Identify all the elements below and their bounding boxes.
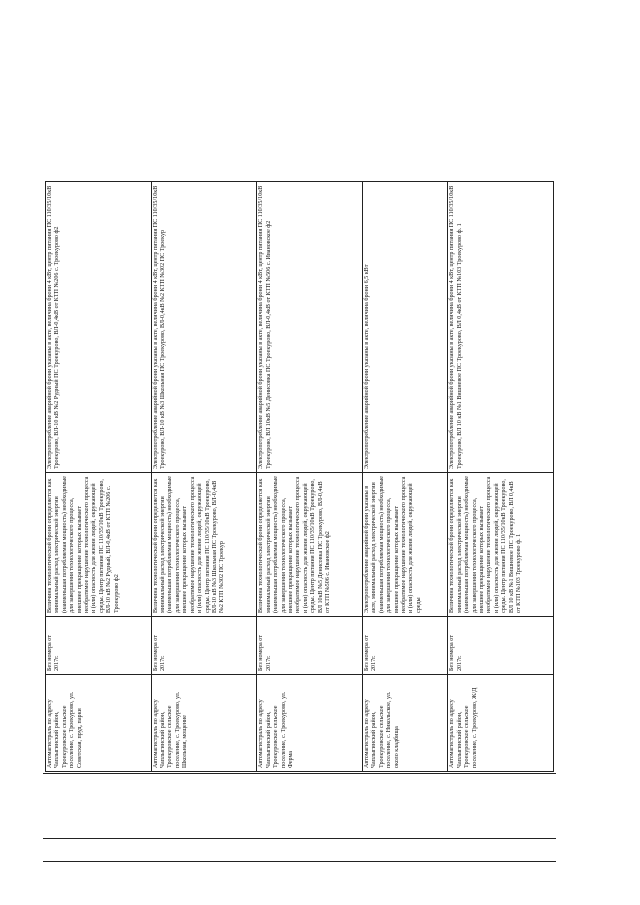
table-row	[151, 182, 257, 772]
value-cell: Электропотребление аварийной брони указаны в акте, величина брони 4 кВт, центр питания ПС 110/35/10кВ Троекурово, ВЛ 10кВ №5 Денисовка ПС Троекурово, ВЛ-0,4кВ от КТП №506 с. Ивановское ф2	[257, 182, 363, 473]
table-row	[448, 182, 554, 772]
value-cell: Электропотребление аварийной брони указаны в акте, величина брони 6,5 кВт	[362, 182, 447, 473]
number-cell: Без номера от 2017г.	[257, 617, 363, 675]
table-row	[362, 182, 447, 772]
consumer-table	[45, 181, 554, 772]
value-cell: Электропотребление аварийной брони указаны в акте, величина брони 4 кВт, центр питания ПС 110/35/10кВ Троекурово, ВЛ-10 кВ №3 Школьная ПС Троекурово, ВЛ-0,4кВ №2 КТП №302 ПС Троекур	[151, 182, 257, 473]
rotated-table	[45, 182, 554, 772]
object-cell: Автомагистраль по адресу Чаплыгинский район, Троекуровское сельское поселение, с. Троекурово, ул. Ферма	[257, 675, 363, 772]
criterion-cell: Величина технологической брони определяется как минимальный расход электрической энергии (наименьшая потребляемая мощность) необходимые для завершения технологического процесса, внешнее прекращение которых вызывает необратимое нарушение технологического процесса и (или) опасность для жизни людей, окружающей среды. Центр питания ПС 110/35/10кВ Троекурово, ВЛ 10кВ №5 Денисовка ПС Троекурово, ВЛ-0,4кВ от КТП №506 с. Ивановское ф2	[257, 473, 363, 617]
object-cell: Автомагистраль по адресу Чаплыгинский район, Троекуровское сельское поселение, с. Троекурово, ул. Школьная, мощение	[151, 675, 257, 772]
criterion-cell: Величина технологической брони определяется как минимальный расход электрической энергии (наименьшая потребляемая мощность) необходимые для завершения технологического процесса, внешнее прекращение которых вызывает необратимое нарушение технологического процесса и (или) опасность для жизни людей, окружающей среды. Центр питания ПС 110/35/10кВ Троекурово, ВЛ 10 кВ №1 Вишневое ПС Троекурово, ВЛ 0,4кВ от КТП №103 Троекурово ф. 1	[448, 473, 554, 617]
criterion-cell: Величина технологической брони определяется как минимальный расход электрической энергии (наименьшая потребляемая мощность) необходимые для завершения технологического процесса, внешнее прекращение которых вызывает необратимое нарушение технологического процесса и (или) опасность для жизни людей, окружающей среды. Центр питания ПС 110/35/10кВ Троекурово, ВЛ-10 кВ №3 Школьная ПС Троекурово, ВЛ-0,4кВ №2 КТП №302 ПС Троекур	[151, 473, 257, 617]
object-cell: Автомагистраль по адресу Чаплыгинский район, Троекуровское сельское поселение, с. Троекурово, ул. Советская, пруд, парки	[46, 675, 152, 772]
table-row	[46, 182, 152, 772]
number-cell: Без номера от 2017г.	[448, 617, 554, 675]
criterion-cell: Величина технологической брони определяется как минимальный расход электрической энергии (наименьшая потребляемая мощность) необходимые для завершения технологического процесса, внешнее прекращение которых вызывает необратимое нарушение технологического процесса и (или) опасность для жизни людей, окружающей среды. Центр питания ПС 110/35/10кВ Троекурово, ВЛ-10 кВ №2 Рудный, ВЛ-0,4кВ от КТП №206 с. Троекурово ф2	[46, 473, 152, 617]
criterion-cell: Электропотребление аварийной брони указаны в акте, минимальный расход электрической энергии (наименьшая потребляемая мощность) необходимые для завершения технологического процесса, внешнее прекращение которых вызывает необратимое нарушение технологического процесса и (или) опасность для жизни людей, окружающей среды	[362, 473, 447, 617]
table-row	[257, 182, 363, 772]
number-cell: Без номера от 2017г.	[362, 617, 447, 675]
value-cell: Электропотребление аварийной брони указаны в акте, величина брони 4 кВт, центр питания ПС 110/35/10кВ Троекурово, ВЛ-10 кВ №2 Рудный ПС Троекурово, ВЛ-0,4кВ от КТП №206 с. Троекурово ф2	[46, 182, 152, 473]
object-cell: Автомагистраль по адресу Чаплыгинский район, Троекуровское сельское поселение, с. Никольское, ул. около кладбища	[362, 675, 447, 772]
number-cell: Без номера от 2017г.	[46, 617, 152, 675]
object-cell: Автомагистраль по адресу Чаплыгинский район, Троекуровское сельское поселение, с. Троекурово, Ж/Д	[448, 675, 554, 772]
value-cell: Электропотребление аварийной брони указаны в акте, величина брони 4 кВт, центр питания ПС 110/35/10кВ Троекурово, ВЛ 10 кВ №1 Вишневое ПС Троекурово, ВЛ 0,4кВ от КТП №103 Троекурово ф. 1	[448, 182, 554, 473]
number-cell: Без номера от 2017г.	[151, 617, 257, 675]
